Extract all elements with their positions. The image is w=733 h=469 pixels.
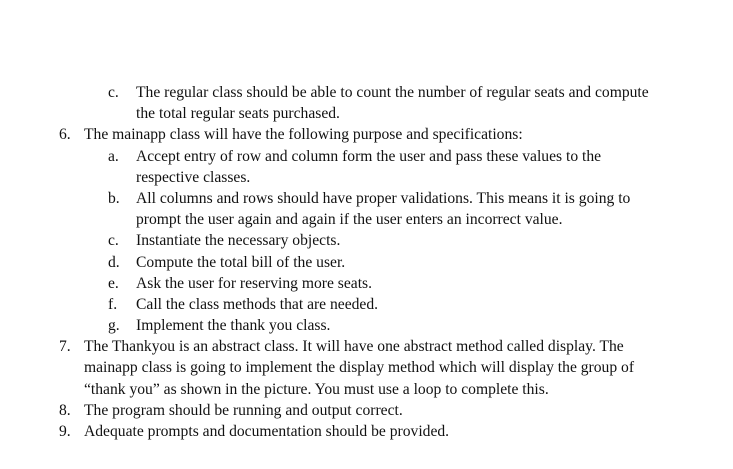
- list-item-text: respective classes.: [136, 168, 251, 186]
- numbered-item-8: [0, 400, 733, 421]
- document-body: [0, 82, 733, 442]
- list-item: [0, 315, 733, 336]
- list-item-text: Ask the user for reserving more seats.: [136, 274, 373, 292]
- list-item: [0, 294, 733, 315]
- list-item-text: The program should be running and output correct.: [84, 401, 403, 419]
- numbered-item-6: [0, 124, 733, 145]
- list-marker: a.: [108, 147, 119, 165]
- list-item-text: Instantiate the necessary objects.: [136, 232, 341, 250]
- list-item-continuation: [0, 167, 733, 188]
- list-marker: 9.: [59, 423, 71, 440]
- list-item: [0, 252, 733, 273]
- list-item-text: All columns and rows should have proper validations. This means it is going to: [136, 189, 631, 207]
- list-item-continuation: [0, 103, 733, 124]
- list-item-text: The mainapp class will have the following purpose and specifications:: [84, 126, 523, 144]
- list-item-text: Implement the thank you class.: [136, 317, 331, 335]
- list-marker: c.: [108, 84, 119, 101]
- list-marker: c.: [108, 232, 119, 250]
- list-item-continuation: [0, 379, 733, 400]
- list-item-continuation: [0, 357, 733, 378]
- numbered-item-9: [0, 421, 733, 442]
- list-item-text: the total regular seats purchased.: [136, 105, 340, 123]
- list-item-text: The Thankyou is an abstract class. It will have one abstract method called display. The: [84, 338, 624, 356]
- list-item-text: Compute the total bill of the user.: [136, 253, 346, 271]
- list-marker: b.: [108, 189, 120, 207]
- list-item: [0, 188, 733, 209]
- list-item: [0, 230, 733, 251]
- list-item-continuation: [0, 209, 733, 230]
- list-marker: e.: [108, 274, 119, 292]
- list-item: [0, 82, 733, 103]
- list-item-text: prompt the user again and again if the user enters an incorrect value.: [136, 211, 563, 229]
- list-item-text: Adequate prompts and documentation should be provided.: [84, 423, 450, 440]
- list-item-text: mainapp class is going to implement the display method which will display the group of: [84, 359, 635, 377]
- list-marker: 8.: [59, 401, 71, 419]
- list-item-text: “thank you” as shown in the picture. You must use a loop to complete this.: [84, 380, 549, 398]
- list-item-text: Call the class methods that are needed.: [136, 295, 379, 313]
- list-item: [0, 146, 733, 167]
- list-marker: f.: [108, 295, 118, 313]
- list-item-text: Accept entry of row and column form the user and pass these values to the: [136, 147, 602, 165]
- list-marker: 6.: [59, 126, 71, 144]
- list-marker: 7.: [59, 338, 71, 356]
- list-marker: d.: [108, 253, 120, 271]
- list-item: [0, 273, 733, 294]
- list-marker: g.: [108, 317, 120, 335]
- numbered-item-7: [0, 336, 733, 357]
- list-item-text: The regular class should be able to count the number of regular seats and compute: [136, 84, 649, 101]
